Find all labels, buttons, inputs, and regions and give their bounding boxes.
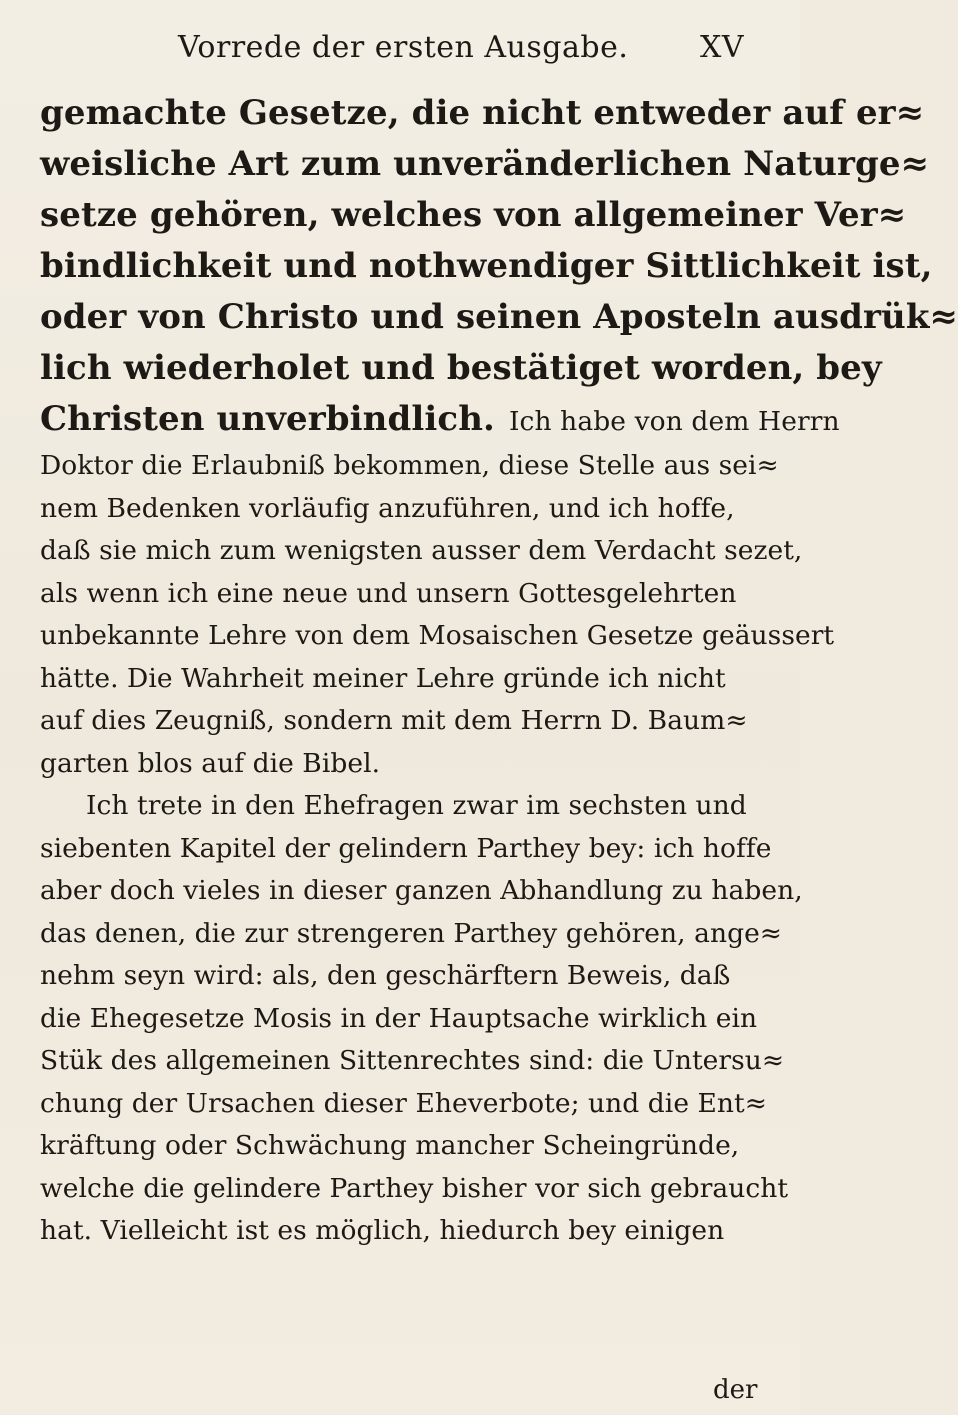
text-fragment-small: Ich habe von dem Herrn	[508, 406, 840, 437]
text-line: oder von Christo und seinen Aposteln ausdrük≈	[40, 297, 958, 337]
text-line: bindlichkeit und nothwendiger Sittlichkeit ist,	[40, 246, 933, 286]
text-line: unbekannte Lehre von dem Mosaischen Gesetze geäussert	[40, 620, 835, 651]
text-line: nem Bedenken vorläufig anzuführen, und ich hoffe,	[40, 492, 735, 524]
text-line: weisliche Art zum unveränderlichen Naturge≈	[40, 144, 930, 184]
text-line: als wenn ich eine neue und unsern Gottesgelehrten	[40, 577, 737, 609]
text-line: chung der Ursachen dieser Eheverbote; und die Ent≈	[40, 1087, 767, 1119]
text-line: welche die gelindere Parthey bisher vor sich gebraucht	[40, 1172, 789, 1204]
text-line: Doktor die Erlaubniß bekommen, diese Stelle aus sei≈	[40, 450, 779, 481]
text-fragment: Christen unverbindlich.	[40, 399, 495, 439]
text-line: das denen, die zur strengeren Parthey gehören, ange≈	[40, 917, 783, 949]
text-line: die Ehegesetze Mosis in der Hauptsache wirklich ein	[40, 1002, 758, 1034]
text-line: Ich trete in den Ehefragen zwar im sechsten und	[86, 790, 747, 821]
body-text	[40, 88, 958, 1253]
text-line: setze gehören, welches von allgemeiner Ver≈	[40, 195, 907, 235]
page-number: XV	[700, 30, 745, 65]
catchword: der	[713, 1375, 758, 1405]
small-type-paragraphs	[40, 445, 835, 1253]
text-line: daß sie mich zum wenigsten ausser dem Verdacht sezet,	[40, 535, 803, 566]
running-title: Vorrede der ersten Ausgabe.	[178, 30, 629, 65]
text-line-mixed	[40, 394, 840, 445]
text-line: auf dies Zeugniß, sondern mit dem Herrn D. Baum≈	[40, 705, 748, 736]
text-line: kräftung oder Schwächung mancher Scheingründe,	[40, 1130, 740, 1161]
text-line: Stük des allgemeinen Sittenrechtes sind: die Untersu≈	[40, 1045, 785, 1076]
text-line: siebenten Kapitel der gelindern Parthey bey: ich hoffe	[40, 832, 772, 864]
large-type-paragraph	[40, 88, 958, 445]
text-line: hat. Vielleicht ist es möglich, hiedurch bey einigen	[40, 1215, 725, 1246]
text-line: lich wiederholet und bestätiget worden, bey	[40, 348, 882, 388]
page-header	[0, 30, 800, 80]
text-line: nehm seyn wird: als, den geschärftern Beweis, daß	[40, 960, 731, 991]
text-line: gemachte Gesetze, die nicht entweder auf er≈	[40, 93, 925, 133]
text-line: aber doch vieles in dieser ganzen Abhandlung zu haben,	[40, 875, 803, 906]
text-line: garten blos auf die Bibel.	[40, 747, 381, 779]
text-line: hätte. Die Wahrheit meiner Lehre gründe ich nicht	[40, 662, 726, 694]
